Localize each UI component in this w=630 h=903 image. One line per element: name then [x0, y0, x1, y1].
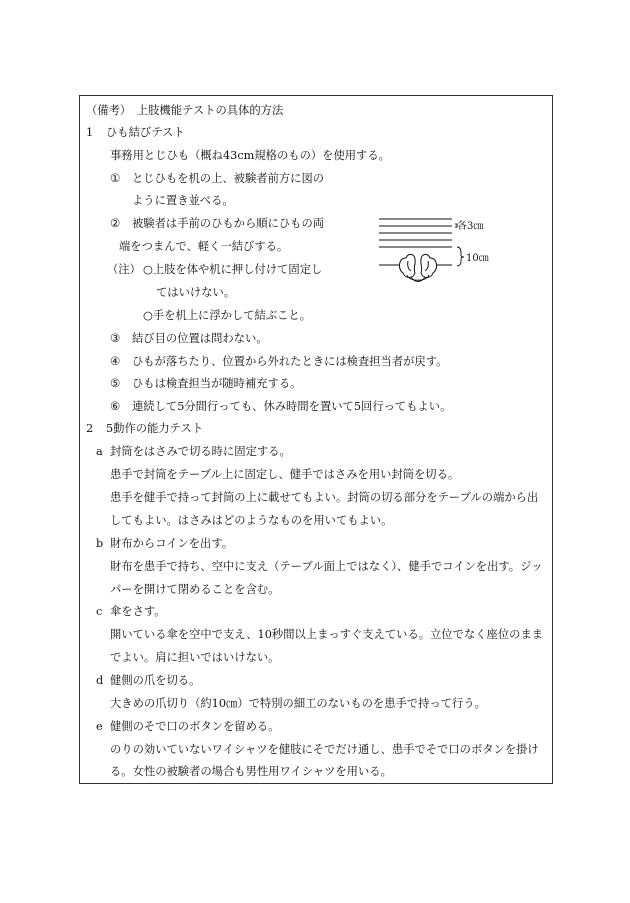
- task-d-title: 健側の爪を切る。: [110, 674, 201, 687]
- spacing-label: 各3㎝: [457, 221, 484, 232]
- task-c-mark: c: [96, 605, 103, 618]
- section2-title: 5動作の能力テスト: [106, 422, 204, 435]
- task-a-line: してもよい。はさみはどのようなものを用いてもよい。: [110, 514, 393, 527]
- section1-title: ひも結びテスト: [106, 126, 185, 139]
- item6: [110, 400, 451, 414]
- task-c-title: 傘をさす。: [110, 605, 166, 618]
- item2-line1: 被験者は手前のひもから順にひもの両: [132, 217, 325, 230]
- section1-intro: 事務用とじひも（概ね43cm規格のもの）を使用する。: [110, 149, 390, 162]
- task-e-mark: e: [96, 720, 103, 733]
- section2-heading: [86, 422, 203, 436]
- item5-text: ひもは検査担当が随時補充する。: [132, 377, 302, 390]
- task-d-heading: [96, 674, 200, 688]
- height-label: 10㎝: [466, 253, 489, 264]
- item1-line1: とじひもを机の上、被験者前方に図の: [132, 172, 325, 185]
- note: [107, 263, 322, 277]
- item1: [110, 172, 324, 186]
- note-bullet2: ○手を机上に浮かして結ぶこと。: [143, 309, 312, 322]
- task-b-line: 財布を患手で持ち、空中に支え（テーブル面上ではなく）、健手でコインを出す。ジッ: [110, 560, 543, 573]
- task-a-heading: [96, 445, 291, 459]
- item4-text: ひもが落ちたり、位置から外れたときには検査担当者が戻す。: [132, 355, 448, 368]
- item3-text: 結び目の位置は問わない。: [132, 332, 268, 345]
- height-brace: [457, 247, 464, 266]
- task-b-heading: [96, 537, 233, 551]
- task-d-line: 大きめの爪切り（約10㎝）で特別の細工のないものを患手で持って行う。: [110, 697, 486, 710]
- task-a-mark: a: [96, 445, 103, 458]
- note-mark: （注）: [107, 263, 141, 276]
- task-b-mark: b: [96, 537, 104, 550]
- item6-text: 連続して5分間行っても、休み時間を置いて5回行ってもよい。: [132, 400, 452, 413]
- task-c-line: でよい。肩に担いではいけない。: [110, 651, 280, 664]
- item5-mark: ⑤: [110, 377, 121, 390]
- item1-mark: ①: [110, 172, 121, 185]
- hands-icon: [399, 254, 436, 281]
- task-b-title: 財布からコインを出す。: [110, 537, 234, 550]
- item3: [110, 332, 268, 346]
- task-a-line: 患手を健手で持って封筒の上に載せてもよい。封筒の切る部分をテーブルの端から出: [110, 491, 539, 504]
- task-e-title: 健側のそで口のボタンを留める。: [110, 720, 280, 733]
- item3-mark: ③: [110, 332, 121, 345]
- task-c-heading: [96, 605, 166, 619]
- task-b-line: パーを開けて閉めることを含む。: [110, 583, 280, 596]
- task-c-line: 開いている傘を空中で支え、10秒間以上まっすぐ支えている。立位でなく座位のまま: [110, 628, 544, 641]
- item2-mark: ②: [110, 217, 121, 230]
- item1-line2: ように置き並べる。: [132, 194, 234, 207]
- item4-mark: ④: [110, 355, 121, 368]
- task-e-line: る。女性の被験者の場合も男性用ワイシャツを用いる。: [110, 765, 392, 778]
- task-a-line: 患手で封筒をテーブル上に固定し、健手ではさみを用い封筒を切る。: [110, 468, 460, 481]
- task-e-heading: [96, 720, 279, 734]
- section1-number: 1: [86, 126, 94, 139]
- note-bullet1-line2: てはいけない。: [156, 286, 236, 299]
- item4: [110, 355, 447, 369]
- task-e-line: のりの効いていないワイシャツを健肢にそでだけ通し、患手でそで口のボタンを掛け: [110, 743, 539, 756]
- remarks-heading: （備考） 上肢機能テストの具体的方法: [86, 104, 284, 117]
- section1-heading: [86, 126, 185, 140]
- item5: [110, 377, 301, 391]
- string-lines: [379, 219, 452, 265]
- string-layout-figure: [377, 213, 499, 291]
- item2-line2: 端をつまんで、軽く一結びする。: [119, 240, 289, 253]
- task-a-title: 封筒をはさみで切る時に固定する。: [110, 445, 291, 458]
- item2: [110, 217, 324, 231]
- note-bullet1-line1: ○上肢を体や机に押し付けて固定し: [143, 263, 323, 276]
- section2-number: 2: [86, 422, 94, 435]
- task-d-mark: d: [96, 674, 104, 687]
- item6-mark: ⑥: [110, 400, 121, 413]
